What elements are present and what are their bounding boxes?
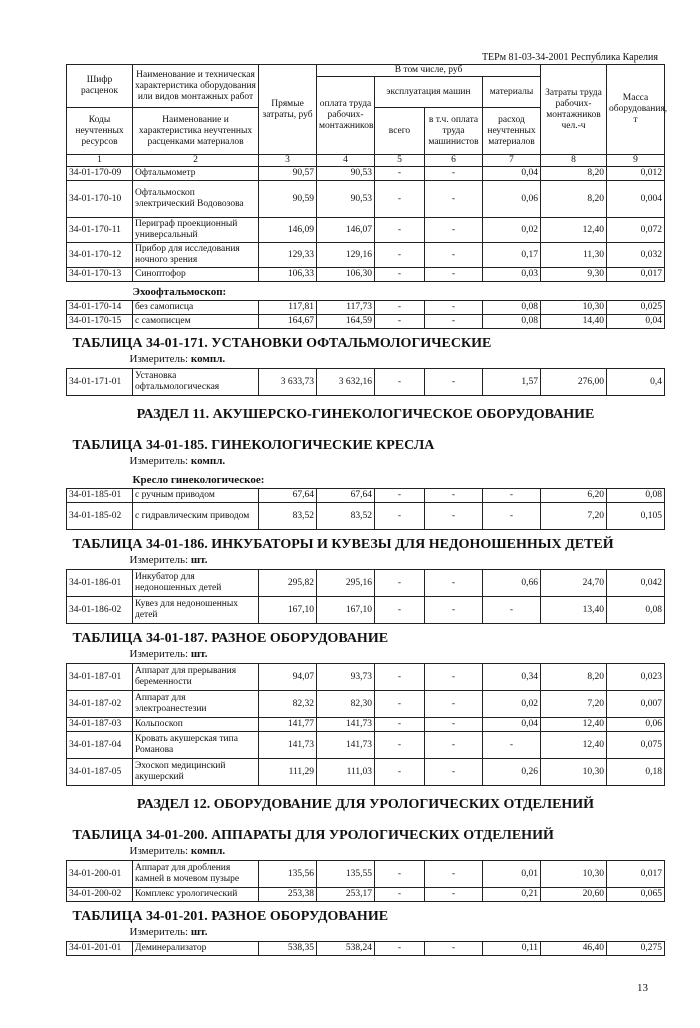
row-direct-cost: 141,73 [259,732,317,759]
measurement-label: Измеритель: [129,353,189,365]
row-code: 34-01-170-11 [67,218,133,243]
row-machines-total: - [375,181,425,218]
row-materials: 0,04 [483,718,541,732]
row-machines-labor: - [425,218,483,243]
row-name: Офтальмометр [133,167,259,181]
row-materials: 0,02 [483,218,541,243]
row-materials: 0,01 [483,861,541,888]
col-machines-total-header: всего [375,108,425,155]
row-labor-hours: 12,40 [541,718,607,732]
row-machines-labor: - [425,888,483,902]
row-labor-hours: 11,30 [541,243,607,268]
table-row [67,718,665,732]
table-row [67,942,665,956]
row-direct-cost: 111,29 [259,759,317,786]
row-code: 34-01-200-01 [67,861,133,888]
table-row [67,888,665,902]
table-row [67,691,665,718]
row-labor-pay: 106,30 [317,268,375,282]
row-name: без самописца [133,301,259,315]
row-labor-pay: 164,59 [317,315,375,329]
row-mass: 0,007 [607,691,665,718]
col-number: 7 [483,155,541,167]
section-heading: РАЗДЕЛ 11. АКУШЕРСКО-ГИНЕКОЛОГИЧЕСКОЕ ОБОРУДОВАНИЕ [136,407,595,422]
row-labor-hours: 9,30 [541,268,607,282]
row-machines-total: - [375,570,425,597]
col-codes-resources-header: Коды неучтенных ресурсов [67,108,133,155]
col-materials-sub-header: расход неучтенных материалов [483,108,541,155]
table-row [67,268,665,282]
row-labor-hours: 8,20 [541,664,607,691]
col-number: 6 [425,155,483,167]
col-number: 4 [317,155,375,167]
row-direct-cost: 141,77 [259,718,317,732]
page-number: 13 [637,982,648,994]
measurement-label: Измеритель: [129,455,189,467]
row-labor-pay: 129,16 [317,243,375,268]
row-labor-pay: 295,16 [317,570,375,597]
row-mass: 0,06 [607,718,665,732]
table-row [67,369,665,396]
row-code: 34-01-185-01 [67,489,133,503]
row-mass: 0,023 [607,664,665,691]
table-row [67,597,665,624]
row-code: 34-01-200-02 [67,888,133,902]
row-name: с самописцем [133,315,259,329]
row-name: Кольпоскоп [133,718,259,732]
row-labor-hours: 10,30 [541,759,607,786]
table-row [67,664,665,691]
row-machines-labor: - [425,243,483,268]
row-materials: 0,02 [483,691,541,718]
row-mass: 0,105 [607,503,665,530]
table-row [67,732,665,759]
row-direct-cost: 295,82 [259,570,317,597]
row-name: Кувез для недоношенных детей [133,597,259,624]
row-direct-cost: 3 633,73 [259,369,317,396]
row-machines-labor: - [425,597,483,624]
col-number: 2 [133,155,259,167]
table-title: ТАБЛИЦА 34-01-186. ИНКУБАТОРЫ И КУВЕЗЫ ДЛЯ НЕДОНОШЕННЫХ ДЕТЕЙ [72,537,614,552]
row-direct-cost: 94,07 [259,664,317,691]
row-materials: 0,17 [483,243,541,268]
row-labor-hours: 24,70 [541,570,607,597]
row-machines-labor: - [425,503,483,530]
row-labor-hours: 7,20 [541,503,607,530]
row-name: Инкубатор для недоношенных детей [133,570,259,597]
row-mass: 0,012 [607,167,665,181]
table-row [67,301,665,315]
row-labor-pay: 90,53 [317,167,375,181]
row-labor-hours: 12,40 [541,732,607,759]
row-mass: 0,072 [607,218,665,243]
row-name: с ручным приводом [133,489,259,503]
row-labor-hours: 10,30 [541,861,607,888]
row-materials: 0,04 [483,167,541,181]
row-labor-pay: 253,17 [317,888,375,902]
row-materials: 0,11 [483,942,541,956]
row-materials: 1,57 [483,369,541,396]
row-mass: 0,032 [607,243,665,268]
table-title: ТАБЛИЦА 34-01-187. РАЗНОЕ ОБОРУДОВАНИЕ [72,631,389,646]
row-name: Прибор для исследования ночного зрения [133,243,259,268]
row-machines-total: - [375,218,425,243]
page-header: ТЕРм 81-03-34-2001 Республика Карелия [481,52,658,63]
col-direct-header: Прямые затраты, руб [259,65,317,155]
row-mass: 0,4 [607,369,665,396]
row-direct-cost: 129,33 [259,243,317,268]
col-name-resources-header: Наименование и характеристика неучтенных расценками материалов [133,108,259,155]
row-code: 34-01-187-05 [67,759,133,786]
row-machines-labor: - [425,861,483,888]
col-machines-labor-header: в т.ч. оплата труда машинистов [425,108,483,155]
row-mass: 0,025 [607,301,665,315]
table-row [67,218,665,243]
row-direct-cost: 67,64 [259,489,317,503]
row-name: Деминерализатор [133,942,259,956]
row-direct-cost: 117,81 [259,301,317,315]
table-title: ТАБЛИЦА 34-01-171. УСТАНОВКИ ОФТАЛЬМОЛОГИЧЕСКИЕ [72,336,492,351]
row-labor-pay: 3 632,16 [317,369,375,396]
group-heading: Кресло гинекологическое: [132,474,265,486]
col-name-header: Наименование и техническая характеристика оборудования или видов монтажных работ [133,65,259,108]
col-number: 8 [541,155,607,167]
row-materials: 0,03 [483,268,541,282]
row-labor-pay: 141,73 [317,718,375,732]
measurement-value: компл. [190,353,226,365]
measurement-unit [67,454,665,470]
table-title: ТАБЛИЦА 34-01-200. АППАРАТЫ ДЛЯ УРОЛОГИЧЕСКИХ ОТДЕЛЕНИЙ [72,828,554,843]
row-labor-pay: 141,73 [317,732,375,759]
row-labor-pay: 146,07 [317,218,375,243]
row-materials: 0,66 [483,570,541,597]
row-mass: 0,075 [607,732,665,759]
row-name: Аппарат для дробления камней в мочевом пузыре [133,861,259,888]
row-mass: 0,08 [607,489,665,503]
row-labor-hours: 13,40 [541,597,607,624]
row-materials: - [483,489,541,503]
row-direct-cost: 83,52 [259,503,317,530]
measurement-label: Измеритель: [129,648,189,660]
row-name: Аппарат для прерывания беременности [133,664,259,691]
col-labor-header: Затраты труда рабочих-монтажников чел.-ч [541,65,607,155]
measurement-value: компл. [190,845,226,857]
table-row [67,181,665,218]
row-name: с гидравлическим приводом [133,503,259,530]
col-machines-header: эксплуатация машин [375,77,483,108]
row-labor-pay: 111,03 [317,759,375,786]
row-code: 34-01-187-02 [67,691,133,718]
row-labor-hours: 20,60 [541,888,607,902]
row-labor-hours: 10,30 [541,301,607,315]
row-code: 34-01-170-12 [67,243,133,268]
row-machines-labor: - [425,570,483,597]
row-labor-hours: 6,20 [541,489,607,503]
row-code: 34-01-185-02 [67,503,133,530]
col-number: 3 [259,155,317,167]
row-mass: 0,017 [607,268,665,282]
row-machines-labor: - [425,664,483,691]
row-code: 34-01-170-13 [67,268,133,282]
row-direct-cost: 164,67 [259,315,317,329]
row-name: Синоптофор [133,268,259,282]
measurement-label: Измеритель: [129,926,189,938]
col-materials-header: материалы [483,77,541,108]
row-machines-labor: - [425,691,483,718]
row-labor-pay: 93,73 [317,664,375,691]
row-machines-total: - [375,167,425,181]
row-labor-pay: 117,73 [317,301,375,315]
row-materials: 0,21 [483,888,541,902]
row-machines-total: - [375,597,425,624]
group-heading: Эхоофтальмоскоп: [132,286,227,298]
table-title: ТАБЛИЦА 34-01-185. ГИНЕКОЛОГИЧЕСКИЕ КРЕСЛА [72,438,435,453]
row-machines-labor: - [425,167,483,181]
row-labor-pay: 67,64 [317,489,375,503]
measurement-label: Измеритель: [129,554,189,566]
row-labor-hours: 46,40 [541,942,607,956]
row-code: 34-01-170-14 [67,301,133,315]
row-direct-cost: 167,10 [259,597,317,624]
row-name: Эхоскоп медицинский акушерский [133,759,259,786]
measurement-value: шт. [190,554,208,566]
measurement-label: Измеритель: [129,845,189,857]
row-machines-labor: - [425,732,483,759]
row-machines-total: - [375,718,425,732]
table-row [67,489,665,503]
row-machines-total: - [375,861,425,888]
row-name: Кровать акушерская типа Романова [133,732,259,759]
measurement-value: шт. [190,648,208,660]
row-mass: 0,18 [607,759,665,786]
table-row [67,243,665,268]
row-labor-hours: 14,40 [541,315,607,329]
table-title: ТАБЛИЦА 34-01-201. РАЗНОЕ ОБОРУДОВАНИЕ [72,909,389,924]
row-labor-pay: 167,10 [317,597,375,624]
row-code: 34-01-170-09 [67,167,133,181]
row-code: 34-01-186-02 [67,597,133,624]
row-mass: 0,065 [607,888,665,902]
col-mass-header: Масса оборудования, т [607,65,665,155]
row-machines-total: - [375,888,425,902]
rates-table [66,64,668,956]
row-labor-pay: 135,55 [317,861,375,888]
row-machines-labor: - [425,181,483,218]
row-code: 34-01-201-01 [67,942,133,956]
row-name: Офтальмоскоп электрический Водовозова [133,181,259,218]
row-direct-cost: 146,09 [259,218,317,243]
row-mass: 0,275 [607,942,665,956]
row-machines-total: - [375,489,425,503]
row-labor-pay: 538,24 [317,942,375,956]
row-labor-hours: 7,20 [541,691,607,718]
table-row [67,861,665,888]
row-machines-total: - [375,732,425,759]
row-labor-pay: 82,30 [317,691,375,718]
table-row [67,503,665,530]
row-machines-labor: - [425,315,483,329]
row-code: 34-01-187-04 [67,732,133,759]
row-name: Установка офтальмологическая [133,369,259,396]
row-labor-hours: 12,40 [541,218,607,243]
row-direct-cost: 82,32 [259,691,317,718]
measurement-value: компл. [190,455,226,467]
row-labor-hours: 276,00 [541,369,607,396]
row-machines-total: - [375,243,425,268]
row-code: 34-01-187-01 [67,664,133,691]
row-materials: 0,08 [483,301,541,315]
table-row [67,167,665,181]
row-code: 34-01-186-01 [67,570,133,597]
row-direct-cost: 538,35 [259,942,317,956]
row-name: Аппарат для электроанестезии [133,691,259,718]
row-materials: - [483,597,541,624]
row-machines-labor: - [425,369,483,396]
row-materials: 0,34 [483,664,541,691]
row-machines-labor: - [425,718,483,732]
row-materials: - [483,503,541,530]
row-materials: 0,08 [483,315,541,329]
table-row [67,315,665,329]
row-labor-hours: 8,20 [541,181,607,218]
row-machines-total: - [375,315,425,329]
row-machines-labor: - [425,759,483,786]
row-labor-hours: 8,20 [541,167,607,181]
row-machines-total: - [375,301,425,315]
row-labor-pay: 90,53 [317,181,375,218]
col-number: 1 [67,155,133,167]
row-direct-cost: 90,59 [259,181,317,218]
col-including-header: В том числе, руб [317,65,541,77]
row-direct-cost: 106,33 [259,268,317,282]
row-machines-total: - [375,369,425,396]
row-name: Комплекс урологический [133,888,259,902]
section-heading: РАЗДЕЛ 12. ОБОРУДОВАНИЕ ДЛЯ УРОЛОГИЧЕСКИХ ОТДЕЛЕНИЙ [136,797,595,812]
measurement-unit [67,352,665,369]
row-mass: 0,08 [607,597,665,624]
row-machines-total: - [375,664,425,691]
measurement-unit [67,553,665,570]
col-number: 5 [375,155,425,167]
row-machines-labor: - [425,942,483,956]
row-machines-labor: - [425,489,483,503]
row-machines-total: - [375,691,425,718]
row-direct-cost: 90,57 [259,167,317,181]
row-code: 34-01-187-03 [67,718,133,732]
row-machines-total: - [375,268,425,282]
row-code: 34-01-170-15 [67,315,133,329]
table-row [67,570,665,597]
row-code: 34-01-171-01 [67,369,133,396]
table-row [67,759,665,786]
row-direct-cost: 135,56 [259,861,317,888]
measurement-unit [67,925,665,942]
row-labor-pay: 83,52 [317,503,375,530]
row-mass: 0,017 [607,861,665,888]
row-materials: - [483,732,541,759]
column-numbers-row [67,155,665,167]
measurement-unit [67,844,665,861]
row-mass: 0,042 [607,570,665,597]
row-machines-labor: - [425,268,483,282]
row-machines-total: - [375,942,425,956]
row-machines-total: - [375,759,425,786]
row-materials: 0,26 [483,759,541,786]
col-code-header: Шифр расценок [67,65,133,108]
row-materials: 0,06 [483,181,541,218]
row-machines-labor: - [425,301,483,315]
col-number: 9 [607,155,665,167]
row-machines-total: - [375,503,425,530]
row-direct-cost: 253,38 [259,888,317,902]
row-code: 34-01-170-10 [67,181,133,218]
row-mass: 0,004 [607,181,665,218]
col-labor-pay-header: оплата труда рабочих-монтажников [317,77,375,155]
row-mass: 0,04 [607,315,665,329]
measurement-value: шт. [190,926,208,938]
measurement-unit [67,647,665,664]
row-name: Периграф проекционный универсальный [133,218,259,243]
